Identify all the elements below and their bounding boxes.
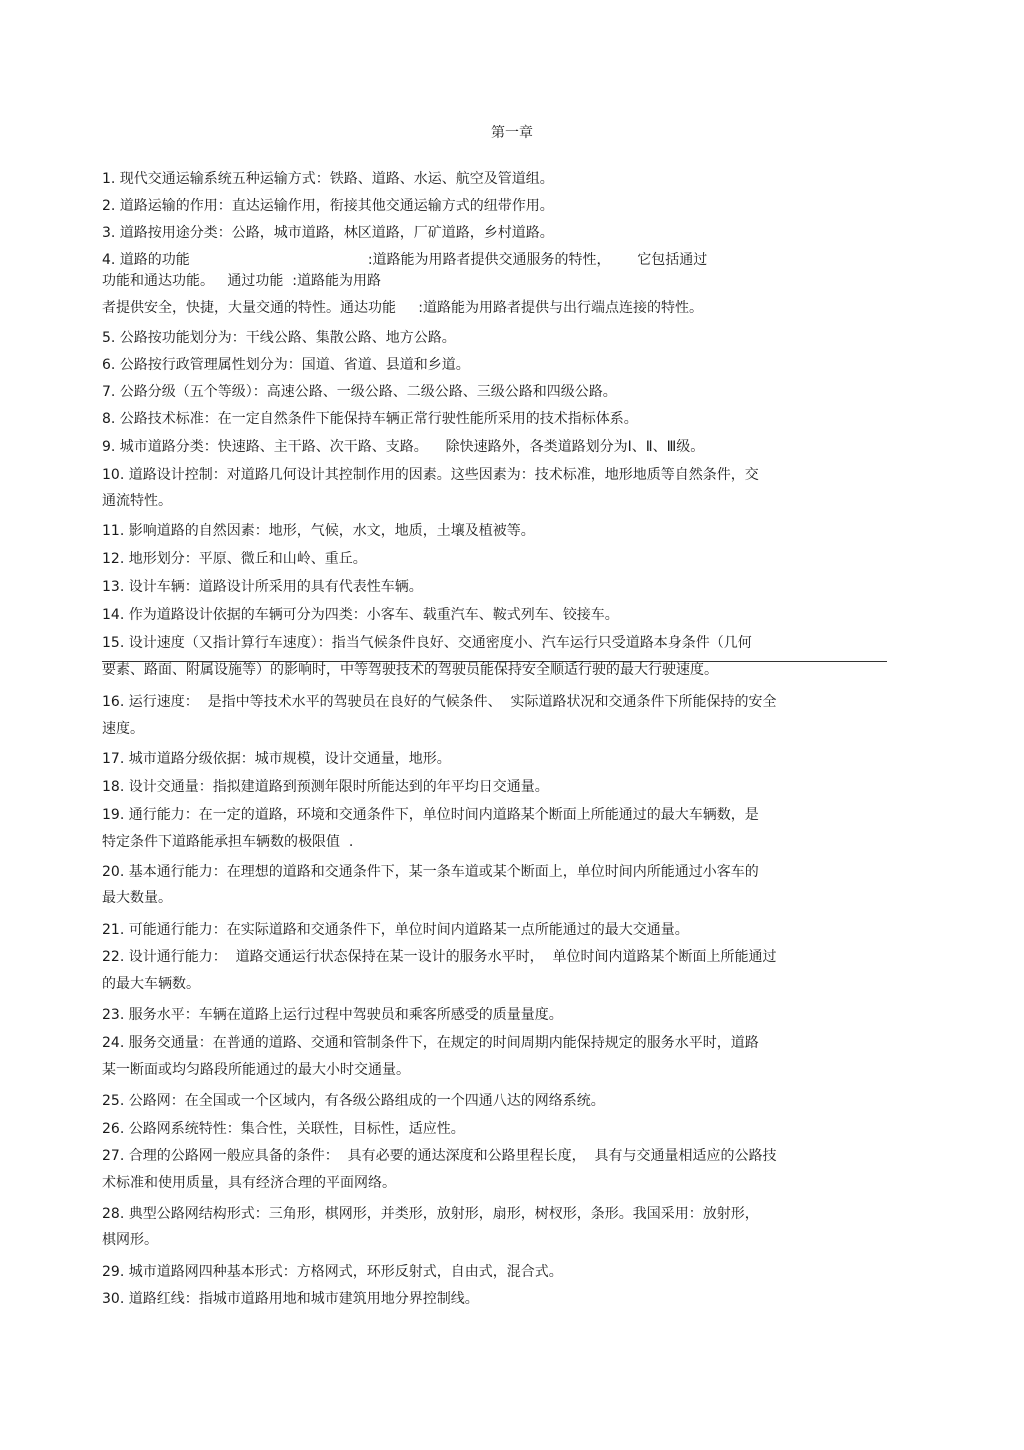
text-line: 术标准和使用质量，具有经济合理的平面网络。 <box>102 1175 396 1191</box>
text-line: 通流特性。 <box>102 493 172 509</box>
text-line: 18. 设计交通量：指拟建道路到预测年限时所能达到的年平均日交通量。 <box>102 779 549 795</box>
text-line: 9. 城市道路分类：快速路、主干路、次干路、支路。 除快速路外，各类道路划分为Ⅰ、Ⅱ、Ⅲ级。 <box>102 439 705 455</box>
text-line: 8. 公路技术标准：在一定自然条件下能保持车辆正常行驶性能所采用的技术指标体系。 <box>102 411 638 427</box>
text-line: 20. 基本通行能力：在理想的道路和交通条件下，某一条车道或某个断面上，单位时间内所能通过小客车的 <box>102 864 759 880</box>
text-line: 24. 服务交通量：在普通的道路、交通和管制条件下，在规定的时间周期内能保持规定的服务水平时，道路 <box>102 1035 759 1051</box>
text-line: 30. 道路红线：指城市道路用地和城市建筑用地分界控制线。 <box>102 1291 479 1307</box>
text-line: 1. 现代交通运输系统五种运输方式：铁路、道路、水运、航空及管道组。 <box>102 171 554 187</box>
text-line: 10. 道路设计控制：对道路几何设计其控制作用的因素。这些因素为：技术标准，地形地质等自然条件，交 <box>102 467 759 483</box>
text-line: 27. 合理的公路网一般应具备的条件： 具有必要的通达深度和公路里程长度， 具有与交通量相适应的公路技 <box>102 1148 777 1164</box>
text-line: 特定条件下道路能承担车辆数的极限值 . <box>102 834 354 850</box>
text-line: 某一断面或均匀路段所能通过的最大小时交通量。 <box>102 1062 410 1078</box>
text-line: 17. 城市道路分级依据：城市规模，设计交通量，地形。 <box>102 751 451 767</box>
text-line: 2. 道路运输的作用：直达运输作用，衔接其他交通运输方式的纽带作用。 <box>102 198 554 214</box>
text-line: 功能和通达功能。 通过功能 :道路能为用路 <box>102 273 381 289</box>
chapter-title: 第一章 <box>491 125 533 141</box>
text-line: 者提供安全，快捷，大量交通的特性。通达功能 :道路能为用路者提供与出行端点连接的特性。 <box>102 300 703 316</box>
text-line: 要素、路面、附属设施等）的影响时，中等驾驶技术的驾驶员能保持安全顺适行驶的最大行驶速度。 <box>102 662 718 678</box>
text-line: 21. 可能通行能力：在实际道路和交通条件下，单位时间内道路某一点所能通过的最大交通量。 <box>102 922 689 938</box>
text-line: 19. 通行能力：在一定的道路，环境和交通条件下，单位时间内道路某个断面上所能通过的最大车辆数，是 <box>102 807 759 823</box>
text-line: 4. 道路的功能 :道路能为用路者提供交通服务的特性， 它包括通过 <box>102 252 708 268</box>
text-line: 12. 地形划分：平原、微丘和山岭、重丘。 <box>102 551 367 567</box>
text-line: 25. 公路网：在全国或一个区域内，有各级公路组成的一个四通八达的网络系统。 <box>102 1093 605 1109</box>
text-line: 5. 公路按功能划分为：干线公路、集散公路、地方公路。 <box>102 330 456 346</box>
text-line: 22. 设计通行能力： 道路交通运行状态保持在某一设计的服务水平时， 单位时间内道路某个断面上所能通过 <box>102 949 777 965</box>
text-line: 16. 运行速度： 是指中等技术水平的驾驶员在良好的气候条件、 实际道路状况和交通条件下所能保持的安全 <box>102 694 777 710</box>
text-line: 13. 设计车辆：道路设计所采用的具有代表性车辆。 <box>102 579 423 595</box>
text-line: 26. 公路网系统特性：集合性，关联性，目标性，适应性。 <box>102 1121 465 1137</box>
text-line: 棋网形。 <box>102 1232 158 1248</box>
text-line: 6. 公路按行政管理属性划分为：国道、省道、县道和乡道。 <box>102 357 470 373</box>
text-line: 14. 作为道路设计依据的车辆可分为四类：小客车、载重汽车、鞍式列车、铰接车。 <box>102 607 619 623</box>
text-line: 的最大车辆数。 <box>102 976 200 992</box>
text-line: 23. 服务水平：车辆在道路上运行过程中驾驶员和乘客所感受的质量量度。 <box>102 1007 563 1023</box>
text-line: 3. 道路按用途分类：公路，城市道路，林区道路，厂矿道路，乡村道路。 <box>102 225 554 241</box>
text-line: 15. 设计速度（又指计算行车速度）：指当气候条件良好、交通密度小、汽车运行只受道路本身条件（几何 <box>102 635 752 651</box>
text-line: 11. 影响道路的自然因素：地形，气候，水文，地质，土壤及植被等。 <box>102 523 535 539</box>
text-line: 速度。 <box>102 721 144 737</box>
text-line: 最大数量。 <box>102 890 172 906</box>
underline-rule <box>102 661 887 662</box>
text-line: 29. 城市道路网四种基本形式：方格网式，环形反射式，自由式，混合式。 <box>102 1264 563 1280</box>
text-line: 28. 典型公路网结构形式：三角形，棋网形，并类形，放射形，扇形，树杈形，条形。我国采用：放射形， <box>102 1206 759 1222</box>
text-line: 7. 公路分级（五个等级）：高速公路、一级公路、二级公路、三级公路和四级公路。 <box>102 384 617 400</box>
